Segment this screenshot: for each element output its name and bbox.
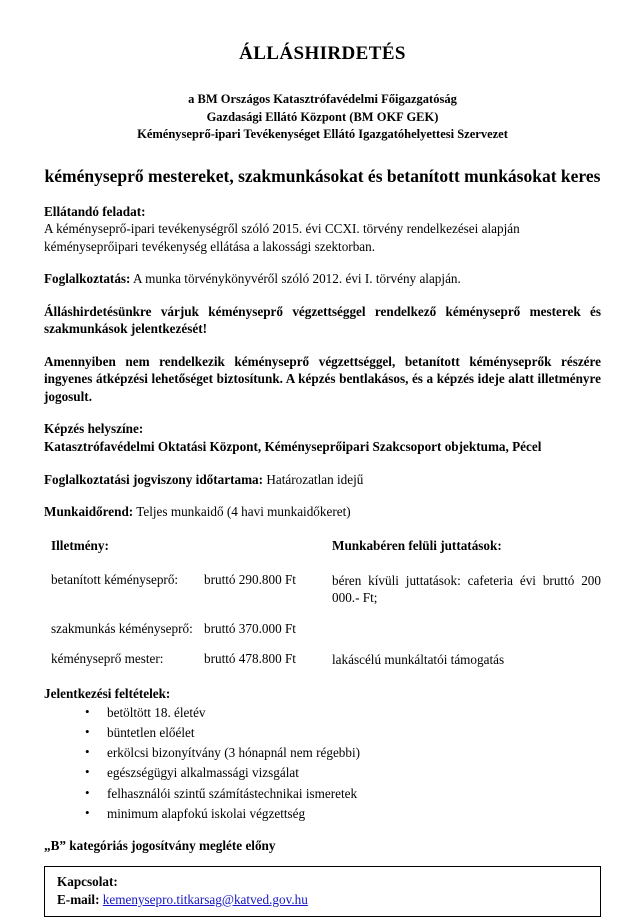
page-title: ÁLLÁSHIRDETÉS <box>239 43 406 64</box>
pay-benefit: béren kívüli juttatások: cafeteria évi bruttó 200 000.- Ft; <box>332 572 601 606</box>
employment-section <box>44 270 601 288</box>
task-text: A kéményseprő-ipari tevékenységről szóló 2015. évi CCXI. törvény rendelkezései alapján kéményseprőipari tevékenység ellátása a lakossági szektorban. <box>44 221 520 254</box>
list-item: • minimum alapfokú iskolai végzettség <box>85 804 601 824</box>
table-row <box>44 651 601 669</box>
employment-text: A munka törvénykönyvéről szóló 2012. évi I. törvény alapján. <box>133 271 461 287</box>
pay-table-header-benefits: Munkabéren felüli juttatások: <box>332 537 502 553</box>
table-row <box>44 621 601 637</box>
pay-position: kéményseprő mester: <box>51 650 164 666</box>
training-place-value: Katasztrófavédelmi Oktatási Központ, Kéményseprőipari Szakcsoport objektuma, Pécel <box>44 439 542 454</box>
organization-block <box>44 91 601 144</box>
contact-box <box>44 866 601 917</box>
task-heading: Ellátandó feladat: <box>44 203 146 219</box>
pay-table-header <box>44 538 601 554</box>
pay-table <box>44 538 601 669</box>
list-item: • büntetlen előélet <box>85 723 601 743</box>
email-link[interactable]: kemenysepro.titkarsag@katved.gov.hu <box>102 891 308 907</box>
list-item: • betöltött 18. életév <box>85 703 601 723</box>
list-item: • felhasználói szintű számítástechnikai ismeretek <box>85 784 601 804</box>
organization-line-3: Kéményseprő-ipari Tevékenységet Ellátó Igazgatóhelyettesi Szervezet <box>137 127 508 142</box>
advantage-text: „B” kategóriás jogosítvány megléte előny <box>44 837 276 853</box>
invitation-text: Álláshirdetésünkre várjuk kéményseprő végzettséggel rendelkező kéményseprő mesterek és szakmunkások jelentkezését! <box>44 303 601 337</box>
table-row <box>44 572 601 607</box>
pay-table-rows <box>44 572 601 669</box>
schedule-value: Teljes munkaidő (4 havi munkaidőkeret) <box>136 504 351 520</box>
pay-salary: bruttó 370.000 Ft <box>204 620 296 636</box>
duration-section <box>44 471 601 489</box>
list-item: • erkölcsi bizonyítvány (3 hónapnál nem régebbi) <box>85 743 601 763</box>
training-place-heading: Képzés helyszíne: <box>44 421 144 437</box>
pay-position: betanított kéményseprő: <box>51 571 179 587</box>
organization-line-2: Gazdasági Ellátó Központ (BM OKF GEK) <box>206 109 439 124</box>
organization-line-1: a BM Országos Katasztrófavédelmi Főigazgatóság <box>188 91 457 106</box>
schedule-section <box>44 503 601 521</box>
contact-label: Kapcsolat: <box>57 873 118 889</box>
list-item: • egészségügyi alkalmassági vizsgálat <box>85 763 601 783</box>
employment-heading: Foglalkoztatás: <box>44 271 131 287</box>
requirements-heading: Jelentkezési feltételek: <box>44 686 171 702</box>
schedule-heading: Munkaidőrend: <box>44 504 134 520</box>
pay-benefit: lakáscélú munkáltatói támogatás <box>332 651 505 667</box>
requirements-list <box>44 703 601 823</box>
task-section <box>44 203 601 256</box>
pay-table-header-salary: Illetmény: <box>51 537 109 553</box>
email-label: E-mail: <box>57 891 100 907</box>
seeking-headline: kéményseprő mestereket, szakmunkásokat és betanított munkásokat keres <box>44 166 601 187</box>
training-place-section <box>44 420 601 455</box>
duration-heading: Foglalkoztatási jogviszony időtartama: <box>44 471 264 487</box>
duration-value: Határozatlan idejű <box>266 471 364 487</box>
pay-salary: bruttó 478.800 Ft <box>204 650 296 666</box>
pay-salary: bruttó 290.800 Ft <box>204 571 296 587</box>
retraining-text: Amennyiben nem rendelkezik kéményseprő végzettséggel, betanított kéményseprők részére ingyenes átképzési lehetőséget biztosítunk. A képzés bentlakásos, és a képzés ideje alatt illetményre jogosult. <box>44 353 601 404</box>
pay-position: szakmunkás kéményseprő: <box>51 620 193 636</box>
contact-email-line <box>57 891 590 909</box>
